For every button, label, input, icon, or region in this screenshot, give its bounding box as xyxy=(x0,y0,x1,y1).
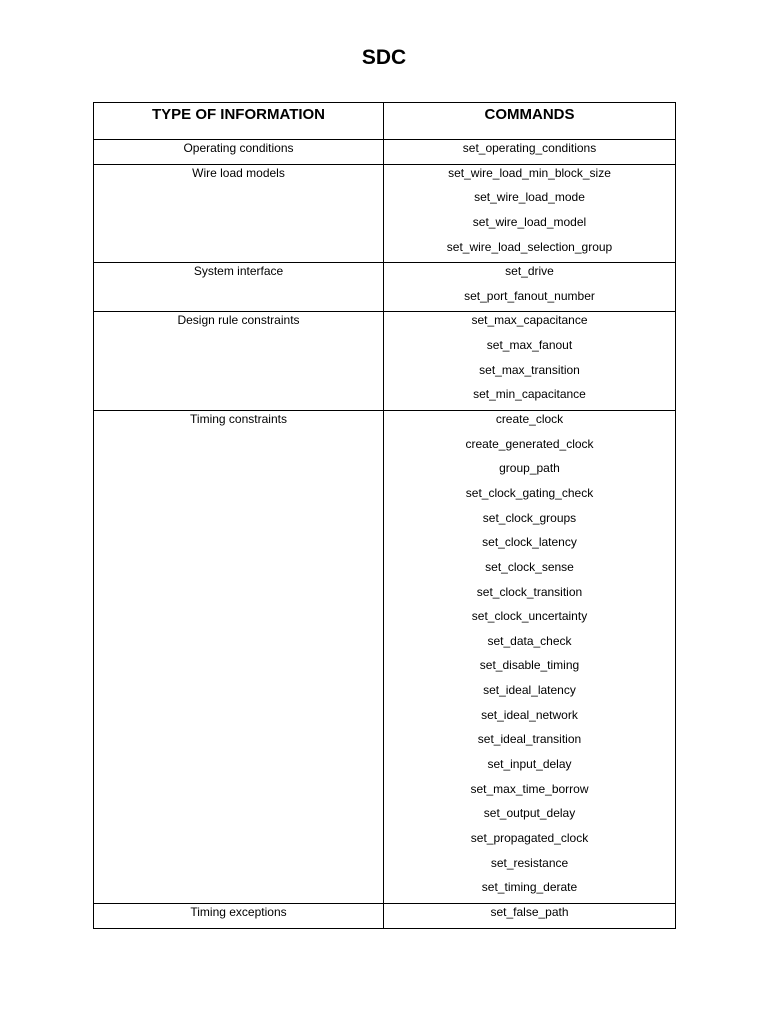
table-row xyxy=(94,903,676,928)
table-header-row xyxy=(94,103,676,140)
page-title: SDC xyxy=(361,46,407,69)
type-of-information-label: Operating conditions xyxy=(183,141,294,155)
command-item: set_clock_groups xyxy=(482,510,577,525)
type-of-information-label: Timing exceptions xyxy=(190,904,287,919)
column-header-type: TYPE OF INFORMATION xyxy=(94,103,384,140)
command-item: set_wire_load_model xyxy=(472,214,587,229)
type-cell xyxy=(94,411,384,904)
type-cell xyxy=(94,903,384,928)
command-item: set_resistance xyxy=(490,855,569,870)
commands-cell xyxy=(384,140,676,165)
command-item: set_propagated_clock xyxy=(470,830,589,845)
table-row xyxy=(94,411,676,904)
commands-cell xyxy=(384,411,676,904)
command-item: set_timing_derate xyxy=(481,880,578,895)
commands-cell xyxy=(384,903,676,928)
command-item: set_ideal_latency xyxy=(483,683,576,698)
command-item: set_min_capacitance xyxy=(473,387,586,402)
commands-cell xyxy=(384,164,676,263)
command-item: set_clock_uncertainty xyxy=(471,609,588,624)
command-item: set_disable_timing xyxy=(479,658,580,673)
sdc-commands-table xyxy=(93,102,676,929)
command-item: set_wire_load_mode xyxy=(474,190,585,205)
command-item: set_max_transition xyxy=(479,362,580,377)
command-item: set_output_delay xyxy=(483,806,576,821)
type-cell xyxy=(94,312,384,411)
command-item: set_clock_latency xyxy=(482,535,577,550)
command-item: set_max_time_borrow xyxy=(470,781,589,796)
table-body xyxy=(94,140,676,929)
command-item: set_ideal_transition xyxy=(477,732,582,747)
type-cell xyxy=(94,263,384,312)
command-item: set_wire_load_selection_group xyxy=(446,239,613,254)
command-item: set_ideal_network xyxy=(481,707,578,722)
command-item: set_port_fanout_number xyxy=(464,288,595,303)
command-item: set_clock_transition xyxy=(476,584,583,599)
type-of-information-label: System interface xyxy=(193,264,284,279)
command-item: set_max_capacitance xyxy=(471,313,588,328)
type-cell xyxy=(94,140,384,165)
table-row xyxy=(94,312,676,411)
commands-cell xyxy=(384,312,676,411)
type-of-information-label: Timing constraints xyxy=(190,412,287,427)
type-cell xyxy=(94,164,384,263)
table-row xyxy=(94,140,676,165)
type-of-information-label: Wire load models xyxy=(192,165,285,180)
table-row xyxy=(94,164,676,263)
table-row xyxy=(94,263,676,312)
command-item: set_max_fanout xyxy=(486,338,573,353)
command-item: set_input_delay xyxy=(487,757,572,772)
command-item: set_clock_gating_check xyxy=(465,485,594,500)
command-item: create_clock xyxy=(495,412,564,427)
command-item: set_data_check xyxy=(487,633,572,648)
command-item: set_false_path xyxy=(490,904,569,919)
command-item: set_drive xyxy=(505,264,554,279)
command-item: create_generated_clock xyxy=(465,436,594,451)
column-header-commands: COMMANDS xyxy=(384,103,676,140)
command-item: set_operating_conditions xyxy=(462,141,597,155)
command-item: set_clock_sense xyxy=(485,559,574,574)
command-item: group_path xyxy=(499,461,560,476)
commands-cell xyxy=(384,263,676,312)
command-item: set_wire_load_min_block_size xyxy=(448,165,611,180)
type-of-information-label: Design rule constraints xyxy=(177,313,300,328)
